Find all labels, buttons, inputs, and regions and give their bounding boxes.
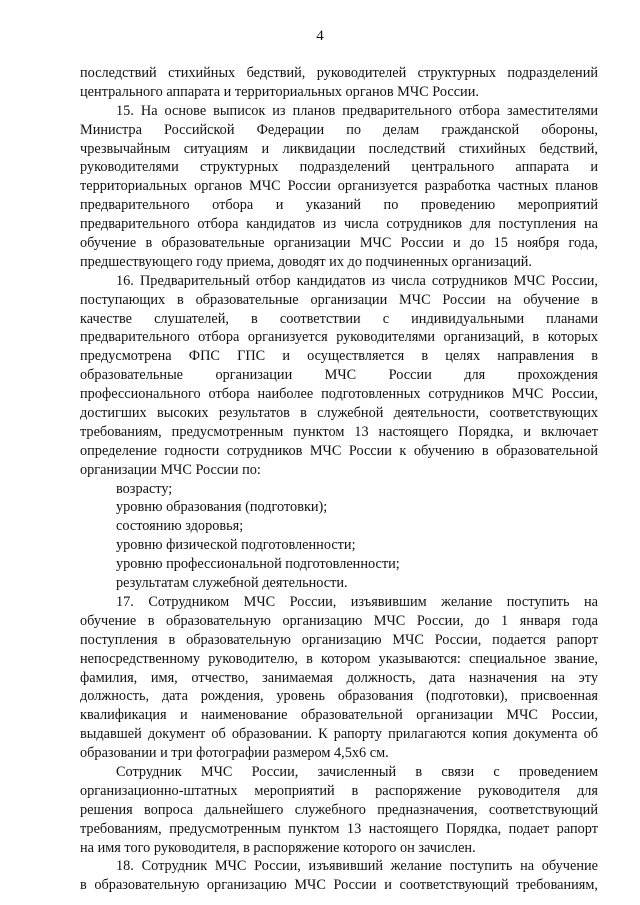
text-line: поступающих в образовательные организации МЧС России на обучение в (80, 291, 598, 308)
text-line: достигших высоких результатов в служебной деятельности, соответствующих (80, 405, 598, 422)
text-line: фамилия, имя, отчество, занимаемая должность, дата назначения на эту (80, 669, 598, 686)
text-line: предварительного отбора кандидатов из числа сотрудников для поступления на (80, 216, 598, 233)
text-line: непосредственному руководителю, в котором указываются: специальное звание, (80, 650, 598, 667)
text-line: квалификация и наименование образовательной организации МЧС России, (80, 707, 598, 724)
text-line: возрасту; (116, 480, 173, 497)
text-line: состоянию здоровья; (116, 518, 244, 535)
text-line: уровню физической подготовленности; (116, 537, 356, 554)
text-line: предварительного отбора и указаний по проведению мероприятий (80, 197, 598, 214)
text-line: руководителями структурных подразделений центрального аппарата и (80, 159, 598, 176)
text-line: поступления в образовательную организацию МЧС России, подается рапорт (80, 631, 598, 648)
document-body (80, 64, 598, 895)
text-line: требованиям, предусмотренным пунктом 13 настоящего Порядка, подает рапорт (80, 820, 598, 837)
text-line: 17. Сотрудником МЧС России, изъявившим желание поступить на (116, 593, 598, 610)
text-line: 15. На основе выписок из планов предварительного отбора заместителями (116, 102, 598, 119)
text-line: 18. Сотрудник МЧС России, изъявивший желание поступить на обучение (116, 858, 598, 875)
text-line: предшествующего году приема, доводят их до подчиненных организаций. (80, 253, 533, 270)
text-line: уровню образования (подготовки); (116, 499, 328, 516)
text-line: Сотрудник МЧС России, зачисленный в связи с проведением (116, 763, 598, 780)
text-line: уровню профессиональной подготовленности; (116, 556, 400, 573)
text-line: 16. Предварительный отбор кандидатов из числа сотрудников МЧС России, (116, 272, 598, 289)
text-line: должность, дата рождения, уровень образования (подготовки), присвоенная (80, 688, 598, 705)
text-line: организации МЧС России по: (80, 461, 261, 478)
text-line: последствий стихийных бедствий, руководителей структурных подразделений (80, 65, 598, 81)
text-line: центрального аппарата и территориальных органов МЧС России. (80, 83, 479, 100)
text-line: чрезвычайным ситуациям и ликвидации последствий стихийных бедствий, (80, 140, 598, 157)
text-line: предварительного отбора организуется руководителями организаций, в которых (80, 329, 598, 346)
page-number: 4 (316, 28, 324, 44)
text-line: результатам служебной деятельности. (116, 575, 348, 592)
text-line: в образовательную организацию МЧС России и соответствующий требованиям, (80, 877, 598, 894)
text-line: определение годности сотрудников МЧС России к обучению в образовательной (80, 442, 598, 459)
text-line: Министра Российской Федерации по делам гражданской обороны, (80, 121, 598, 138)
text-line: обучение в образовательную организацию МЧС России, до 1 января года (80, 612, 598, 629)
text-line: решения вопроса дальнейшего служебного предназначения, соответствующий (80, 801, 598, 818)
text-line: образовательные организации МЧС России для прохождения (80, 367, 598, 384)
text-line: выдавшей документ об образовании. К рапорту прилагаются копия документа об (80, 726, 598, 743)
text-line: профессионального отбора наиболее подготовленных сотрудников МЧС России, (80, 386, 598, 403)
text-line: организационно-штатных мероприятий в распоряжение руководителя для (80, 782, 598, 799)
text-line: на имя того руководителя, в распоряжение которого он зачислен. (80, 839, 476, 856)
text-line: территориальных органов МЧС России организуется разработка частных планов (80, 178, 598, 195)
text-line: качестве слушателей, в соответствии с индивидуальными планами (80, 310, 598, 327)
text-line: обучение в образовательные организации МЧС России и до 15 ноября года, (80, 235, 598, 252)
text-line: образовании и три фотографии размером 4,5х6 см. (80, 745, 389, 762)
text-line: требованиям, предусмотренным пунктом 13 настоящего Порядка, и включает (80, 423, 598, 440)
text-line: предусмотрена ФПС ГПС и осуществляется в целях направления в (80, 348, 598, 365)
